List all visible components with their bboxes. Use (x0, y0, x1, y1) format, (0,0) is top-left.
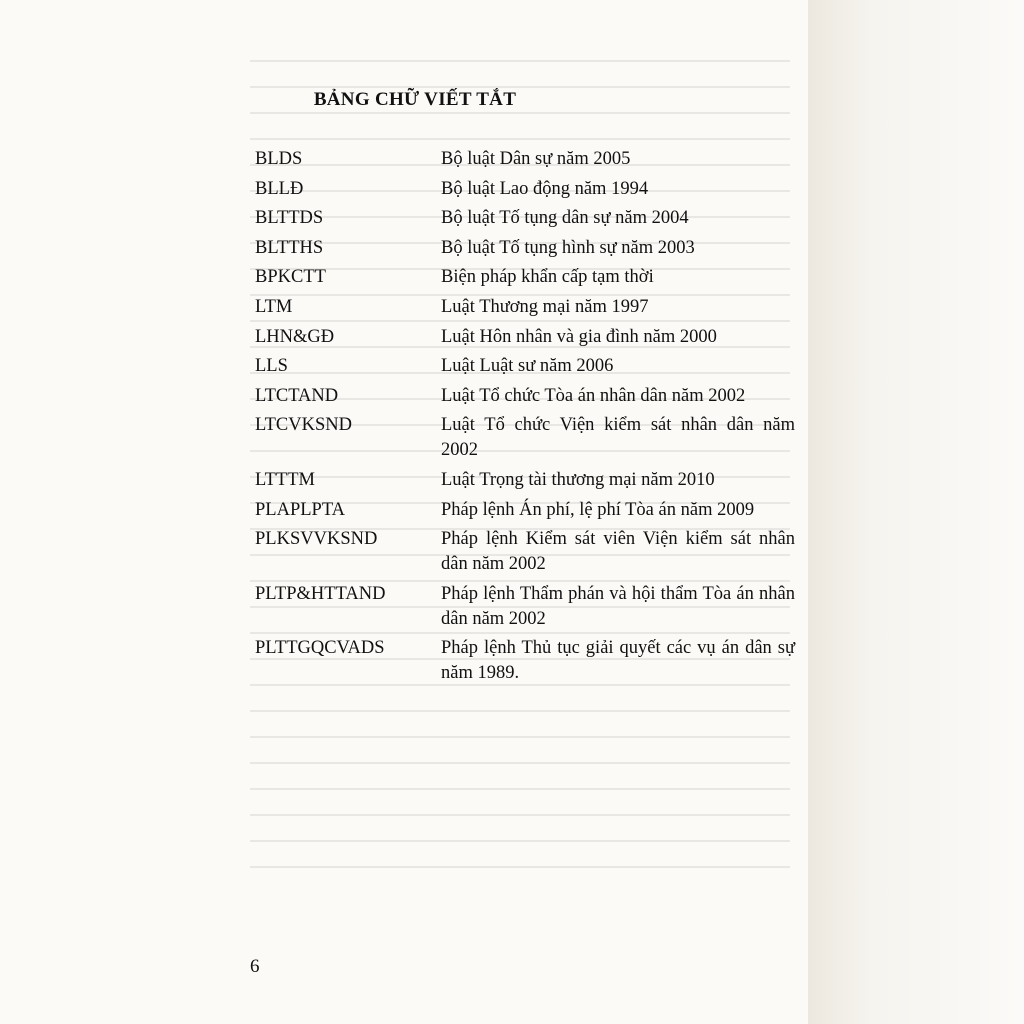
abbreviation: BPKCTT (255, 267, 326, 288)
abbreviation-row (255, 636, 795, 686)
abbreviation: LTCVKSND (255, 415, 352, 436)
abbreviation: BLTTHS (255, 237, 324, 258)
page-number: 6 (250, 956, 260, 977)
abbreviation: LTM (255, 296, 293, 317)
abbreviation-meaning: Luật Tổ chức Tòa án nhân dân năm 2002 (441, 385, 746, 406)
abbreviation-meaning: Bộ luật Tố tụng hình sự năm 2003 (441, 237, 695, 258)
abbreviation-row (255, 354, 795, 379)
abbreviation-meaning: Biện pháp khẩn cấp tạm thời (441, 267, 654, 288)
abbreviation-row (255, 206, 795, 231)
abbreviation-meaning: Luật Hôn nhân và gia đình năm 2000 (441, 326, 717, 347)
abbreviation-list (255, 147, 795, 691)
abbreviation-row (255, 582, 795, 632)
abbreviation: LTCTAND (255, 385, 339, 406)
abbreviation: LTTTM (255, 469, 315, 490)
abbreviation-row (255, 236, 795, 261)
abbreviation-meaning: Luật Luật sư năm 2006 (441, 356, 614, 377)
abbreviation-meaning: Bộ luật Tố tụng dân sự năm 2004 (441, 208, 689, 229)
abbreviation-meaning: Pháp lệnh Thẩm phán và hội thẩm Tòa án nhân dân năm 2002 (441, 583, 795, 629)
abbreviation: BLDS (255, 149, 303, 169)
abbreviation-meaning: Bộ luật Lao động năm 1994 (441, 178, 649, 199)
abbreviation: PLKSVVKSND (255, 529, 378, 550)
abbreviation-meaning: Pháp lệnh Kiểm sát viên Viện kiểm sát nhân dân năm 2002 (441, 529, 795, 575)
abbreviation-row (255, 265, 795, 290)
abbreviation-row (255, 498, 795, 523)
abbreviation: BLLĐ (255, 178, 304, 199)
abbreviation: PLAPLPTA (255, 499, 346, 520)
abbreviation: PLTTGQCVADS (255, 638, 385, 659)
abbreviation: LHN&GĐ (255, 326, 335, 347)
page-title: BẢNG CHỮ VIẾT TẮT (313, 89, 517, 110)
abbreviation-row (255, 147, 795, 172)
abbreviation-meaning: Luật Thương mại năm 1997 (441, 296, 649, 317)
abbreviation-meaning: Luật Trọng tài thương mại năm 2010 (441, 469, 715, 490)
abbreviation-meaning: Bộ luật Dân sự năm 2005 (441, 149, 631, 169)
background-margin (808, 0, 1024, 1024)
abbreviation-meaning: Pháp lệnh Thủ tục giải quyết các vụ án dân sự năm 1989. (441, 638, 795, 684)
abbreviation-row (255, 177, 795, 202)
abbreviation-meaning: Luật Tổ chức Viện kiểm sát nhân dân năm 2002 (441, 415, 795, 461)
abbreviation: BLTTDS (255, 208, 324, 229)
abbreviation: LLS (255, 356, 288, 377)
abbreviation-row (255, 527, 795, 577)
abbreviation-row (255, 384, 795, 409)
abbreviation-row (255, 413, 795, 463)
abbreviation-row (255, 325, 795, 350)
abbreviation: PLTP&HTTAND (255, 583, 386, 604)
abbreviation-row (255, 468, 795, 493)
abbreviation-row (255, 295, 795, 320)
abbreviation-meaning: Pháp lệnh Án phí, lệ phí Tòa án năm 2009 (441, 499, 755, 520)
